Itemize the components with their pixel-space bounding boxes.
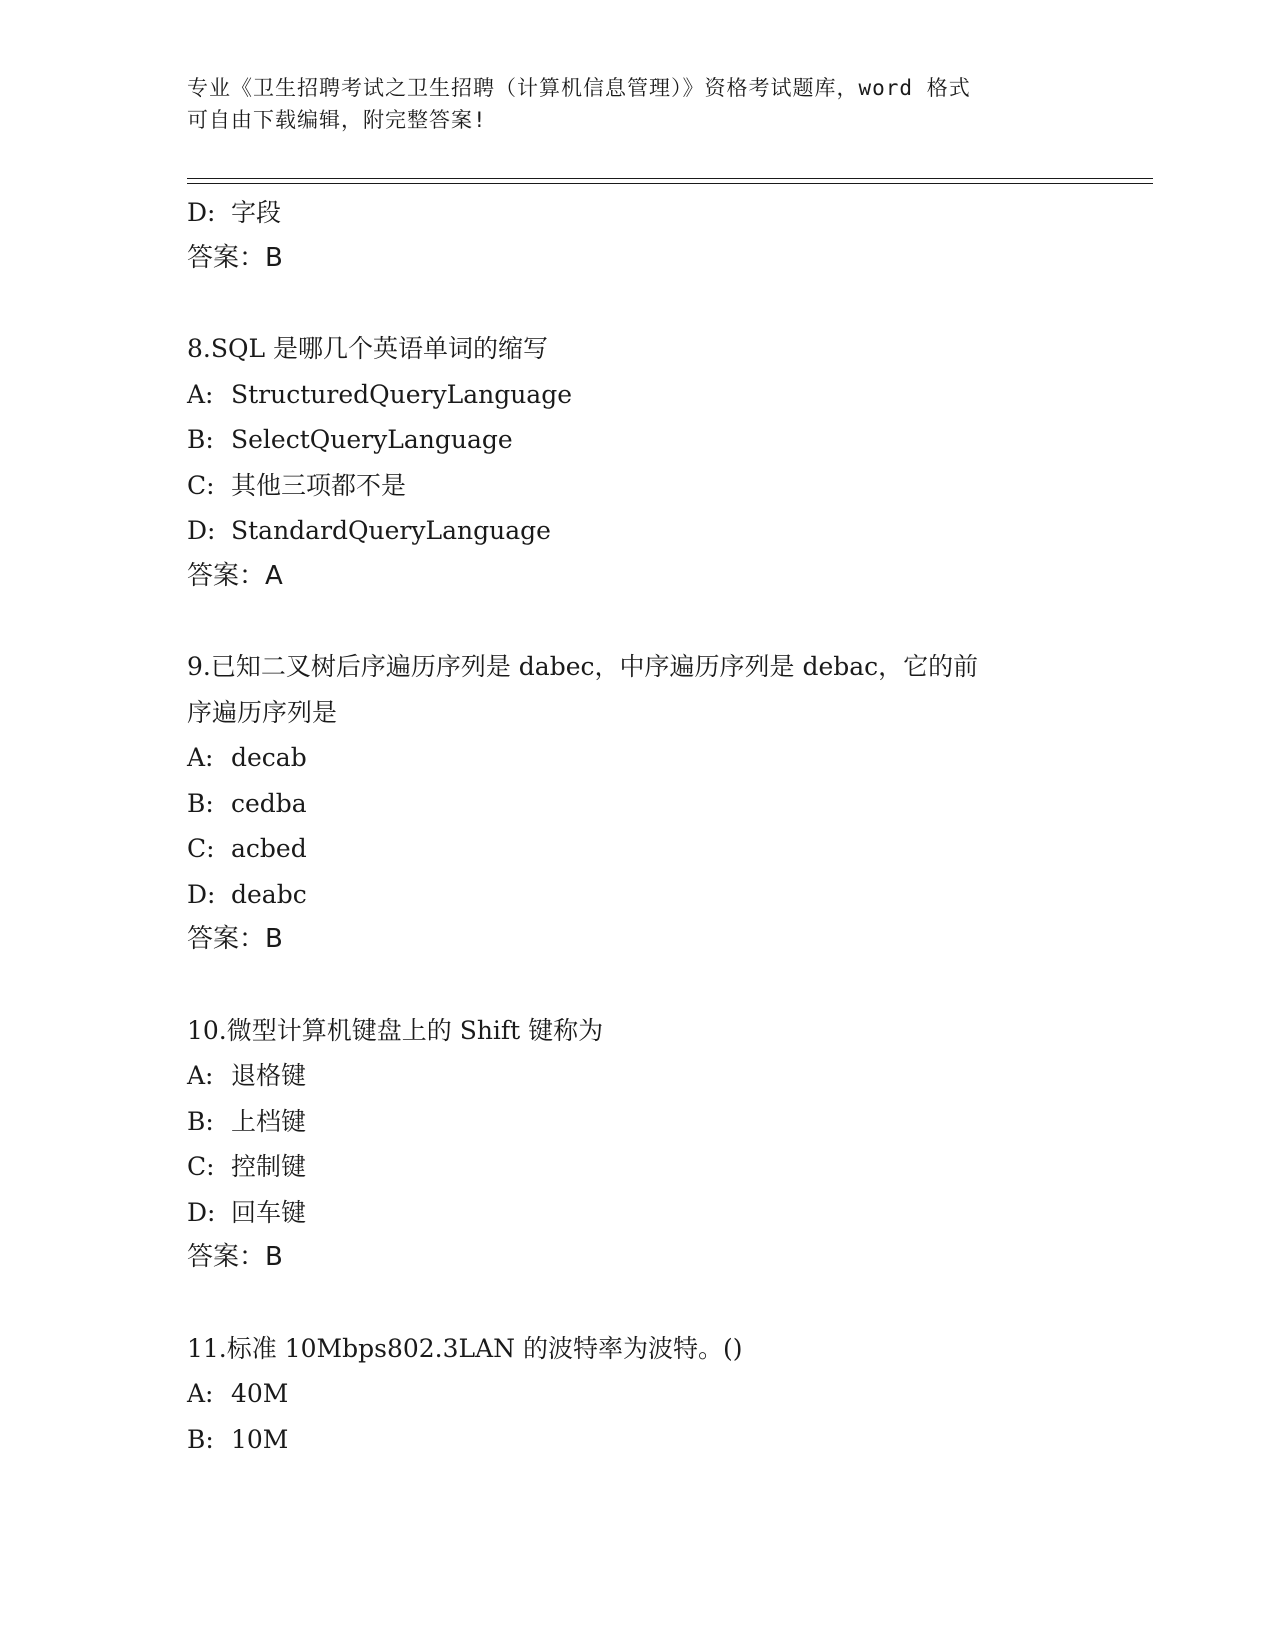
answer: 答案：B [187, 924, 283, 954]
question-stem: 8.SQL 是哪几个英语单词的缩写 [187, 334, 549, 363]
option-text: StandardQueryLanguage [231, 516, 551, 545]
option-d [187, 1190, 1087, 1236]
option-text: acbed [231, 834, 307, 863]
header-title-line-2: 可自由下载编辑，附完整答案! [187, 108, 487, 132]
option-label: A: [187, 379, 214, 409]
option-text: 40M [231, 1379, 289, 1408]
option-text: 回车键 [231, 1197, 307, 1227]
question-stem-line-1: 9.已知二叉树后序遍历序列是 dabec，中序遍历序列是 debac，它的前 [187, 652, 979, 681]
header-divider-bottom [187, 183, 1153, 184]
option-a [187, 372, 1087, 418]
option-text: 字段 [231, 198, 282, 227]
option-a [187, 735, 1087, 781]
option-b [187, 781, 1087, 827]
option-text: SelectQueryLanguage [231, 425, 513, 454]
question-9 [187, 644, 1087, 963]
option-label: C: [187, 470, 215, 500]
option-label: C: [187, 834, 215, 863]
option-text: 控制键 [231, 1152, 307, 1181]
option-a [187, 1053, 1087, 1099]
option-label: B: [187, 788, 214, 818]
option-label: C: [187, 1152, 215, 1181]
option-d-previous [187, 190, 1087, 236]
option-b [187, 1417, 1087, 1463]
option-text: StructuredQueryLanguage [231, 379, 573, 409]
option-label: D: [187, 516, 216, 545]
option-text: cedba [231, 788, 307, 818]
answer-previous: 答案：B [187, 242, 283, 273]
header-title-line-1: 专业《卫生招聘考试之卫生招聘（计算机信息管理）》资格考试题库，word 格式 [187, 76, 971, 100]
option-label: A: [187, 743, 214, 772]
answer: 答案：B [187, 1242, 283, 1272]
question-11 [187, 1326, 1087, 1463]
option-label: D: [187, 1197, 216, 1227]
option-c [187, 1144, 1087, 1190]
option-text: 退格键 [231, 1061, 307, 1090]
question-stem: 11.标准 10Mbps802.3LAN 的波特率为波特。() [187, 1333, 743, 1363]
option-label: B: [187, 425, 214, 454]
question-stem: 10.微型计算机键盘上的 Shift 键称为 [187, 1015, 604, 1045]
question-list [187, 190, 1087, 1462]
option-b [187, 417, 1087, 463]
option-label: A: [187, 1061, 214, 1090]
option-d [187, 872, 1087, 918]
option-b [187, 1099, 1087, 1145]
option-label: B: [187, 1106, 214, 1136]
option-text: decab [231, 743, 307, 772]
option-text: 10M [231, 1424, 289, 1454]
option-label: D: [187, 198, 216, 227]
option-d [187, 508, 1087, 554]
option-text: deabc [231, 879, 307, 909]
header-divider-top [187, 178, 1153, 179]
question-10 [187, 1008, 1087, 1281]
answer: 答案：A [187, 560, 283, 591]
option-c [187, 463, 1087, 509]
option-text: 上档键 [231, 1106, 307, 1136]
option-a [187, 1371, 1087, 1417]
option-label: A: [187, 1379, 214, 1408]
option-label: B: [187, 1424, 214, 1454]
document-header [187, 72, 1087, 136]
option-label: D: [187, 879, 216, 909]
question-stem-line-2: 序遍历序列是 [187, 697, 338, 727]
option-c [187, 826, 1087, 872]
question-8 [187, 326, 1087, 599]
option-text: 其他三项都不是 [231, 470, 407, 500]
